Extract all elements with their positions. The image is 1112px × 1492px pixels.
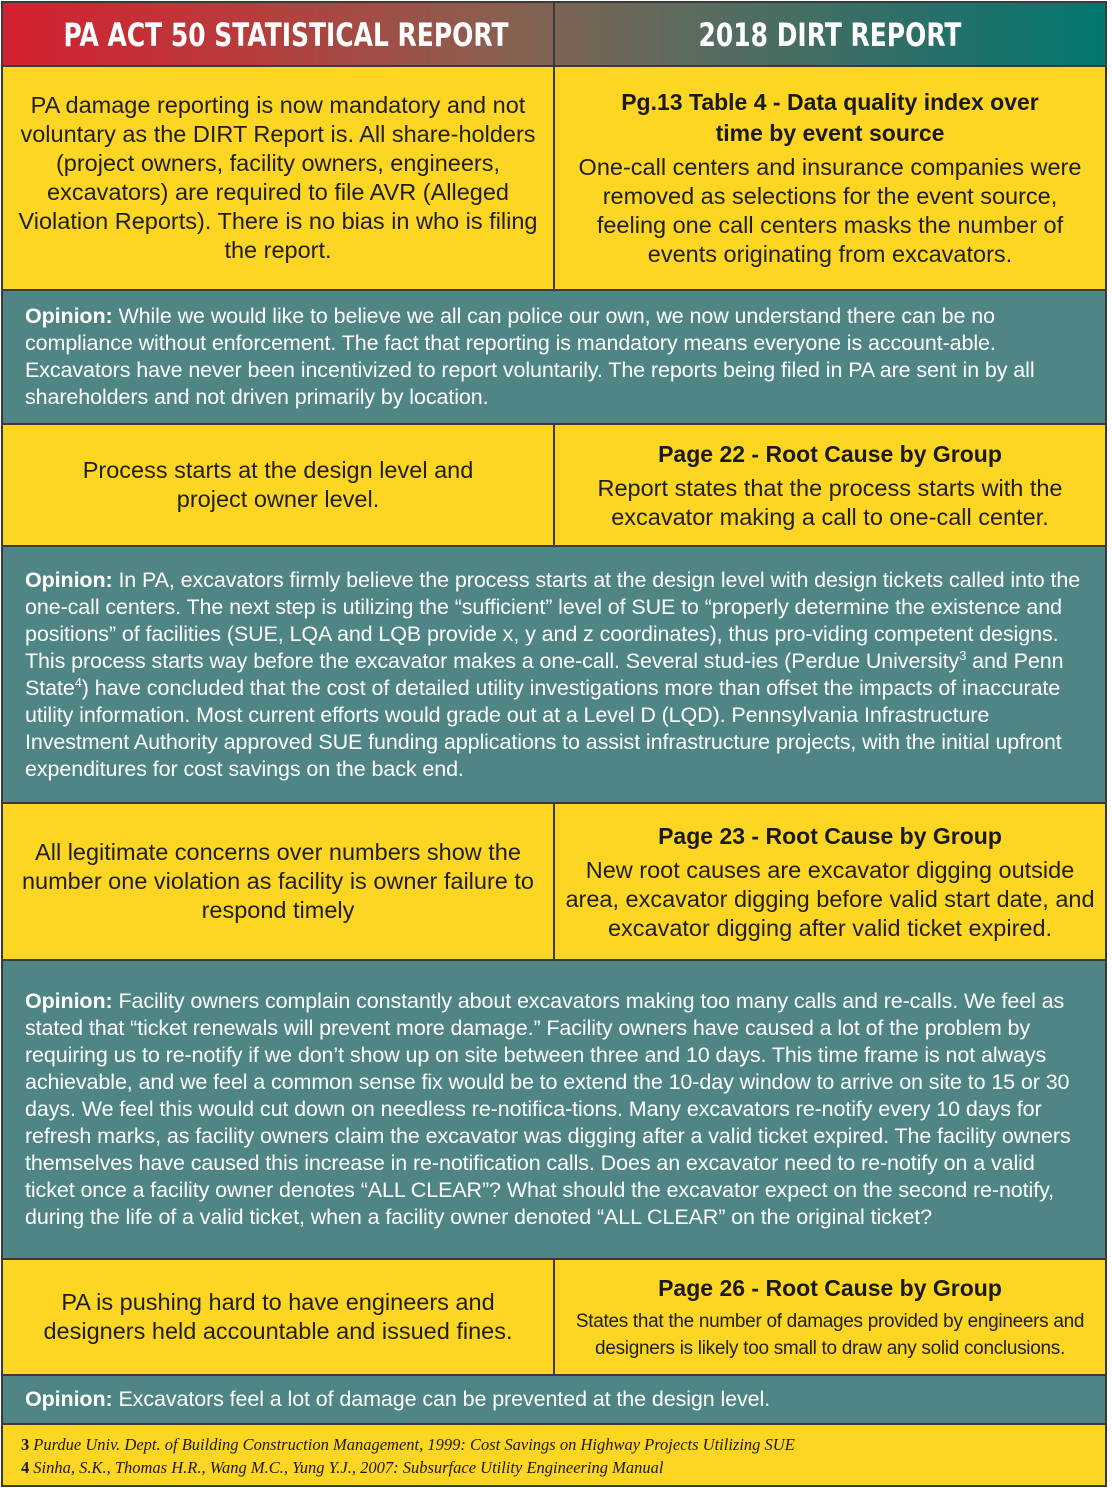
- header-bar: [3, 3, 1105, 65]
- footnote-3: 3 Purdue Univ. Dept. of Building Construction Management, 1999: Cost Savings on Highway Projects Utilizing SUE: [21, 1435, 795, 1454]
- act50-cell-4: [3, 1260, 553, 1374]
- dirt-text-4: States that the number of damages provided by engineers and designers is likely too small to draw any solid conclusions.: [575, 1310, 1085, 1359]
- header-left-title: PA ACT 50 STATISTICAL REPORT: [63, 16, 509, 54]
- header-divider: [553, 3, 555, 65]
- act50-text-1: PA damage reporting is now mandatory and not voluntary as the DIRT Report is. All share-holders (project owners, facility owners, engineers, excavators) are required to file AVR (Alleged Violation Reports). There is no bias in who is filing the report.: [18, 92, 538, 263]
- opinion-label-1: Opinion:: [25, 304, 113, 328]
- comparison-row-2: [3, 425, 1105, 545]
- dirt-title-3: Page 23 - Root Cause by Group: [658, 822, 1002, 849]
- opinion-box-2: [3, 547, 1105, 802]
- comparison-row-1: [3, 67, 1105, 289]
- act50-cell-1: [3, 67, 553, 289]
- comparison-row-3: [3, 804, 1105, 959]
- dirt-title-1: Pg.13 Table 4 - Data quality index over time by event source: [621, 89, 1039, 146]
- opinion-text-2b: and Penn State: [25, 648, 1064, 700]
- footnote-ref-3: 3: [959, 647, 967, 663]
- act50-text-4: PA is pushing hard to have engineers and designers held accountable and issued fines.: [43, 1289, 513, 1344]
- opinion-box-1: [3, 291, 1105, 423]
- opinion-label-3: Opinion:: [25, 989, 113, 1013]
- opinion-text-2c: ) have concluded that the cost of detailed utility investigations more than offset the impacts of inaccurate utility information. Most current efforts would grade out at a Level D (LQD). Pennsylvania Infrastructure Investment Authority approved SUE funding applications to assist infrastructure projects, with the initial upfront expenditures for cost savings on the back end.: [25, 675, 1062, 781]
- act50-text-3: All legitimate concerns over numbers show the number one violation as facility is owner failure to respond timely: [21, 839, 535, 923]
- act50-cell-3: [3, 804, 553, 959]
- dirt-cell-2: [555, 425, 1105, 545]
- opinion-label-2: Opinion:: [25, 567, 113, 592]
- header-right-title: 2018 DIRT REPORT: [698, 16, 962, 54]
- dirt-text-1: One-call centers and insurance companies were removed as selections for the event source, feeling one call centers masks the number of events originating from excavators.: [578, 154, 1082, 267]
- opinion-text-4: Excavators feel a lot of damage can be prevented at the design level.: [118, 1387, 771, 1411]
- footnote-4: 4 Sinha, S.K., Thomas H.R., Wang M.C., Yung Y.J., 2007: Subsurface Utility Engineering Manual: [21, 1458, 664, 1477]
- dirt-cell-3: [555, 804, 1105, 959]
- footnote-ref-4: 4: [74, 674, 82, 690]
- dirt-title-4: Page 26 - Root Cause by Group: [658, 1274, 1002, 1301]
- opinion-text-1: While we would like to believe we all can police our own, we now understand there can be no compliance without enforcement. The fact that reporting is mandatory means everyone is account-able. Excavators have never been incentivized to report voluntarily. The reports being filed in PA are sent in by all shareholders and not driven primarily by location.: [25, 304, 1035, 409]
- comparison-row-4: [3, 1260, 1105, 1374]
- act50-cell-2: [3, 425, 553, 545]
- dirt-text-3: New root causes are excavator digging outside area, excavator digging before valid start date, and excavator digging after valid ticket expired.: [565, 856, 1095, 941]
- opinion-text-2a: In PA, excavators firmly believe the process starts at the design level with design tickets called into the one-call centers. The next step is utilizing the “sufficient” level of SUE to “properly determine the existence and positions” of facilities (SUE, LQA and LQB provide x, y and z coordinates), thus pro-viding competent designs. This process starts way before the excavator makes a one-call. Several stud-ies (Perdue University: [25, 567, 1081, 673]
- opinion-text-3: Facility owners complain constantly about excavators making too many calls and re-calls. We feel as stated that “ticket renewals will prevent more damage.” Facility owners have caused a lot of the problem by requiring us to re-notify if we don’t show up on site between three and 10 days. This time frame is not always achievable, and we feel a common sense fix would be to extend the 10-day window to arrive on site to 15 or 30 days. We feel this would cut down on needless re-notifica-tions. Many excavators re-notify every 10 days for refresh marks, as facility owners claim the excavator was digging after a valid ticket expired. The facility owners themselves have caused this increase in re-notification calls. Does an excavator need to re-notify on a valid ticket once a facility owner denotes “ALL CLEAR”? What should the excavator expect on the second re-notify, during the life of a valid ticket, when a facility owner denoted “ALL CLEAR” on the original ticket?: [25, 989, 1071, 1229]
- opinion-label-4: Opinion:: [25, 1387, 113, 1411]
- act50-text-2: Process starts at the design level and project owner level.: [82, 457, 474, 512]
- opinion-box-3: [3, 961, 1105, 1258]
- dirt-cell-4: [555, 1260, 1105, 1374]
- opinion-box-4: [3, 1376, 1105, 1423]
- comparison-table: [1, 1, 1107, 1487]
- dirt-text-2: Report states that the process starts with the excavator making a call to one-call center.: [597, 474, 1063, 530]
- footnotes: [3, 1425, 1105, 1485]
- dirt-cell-1: [555, 67, 1105, 289]
- dirt-title-2: Page 22 - Root Cause by Group: [658, 440, 1002, 467]
